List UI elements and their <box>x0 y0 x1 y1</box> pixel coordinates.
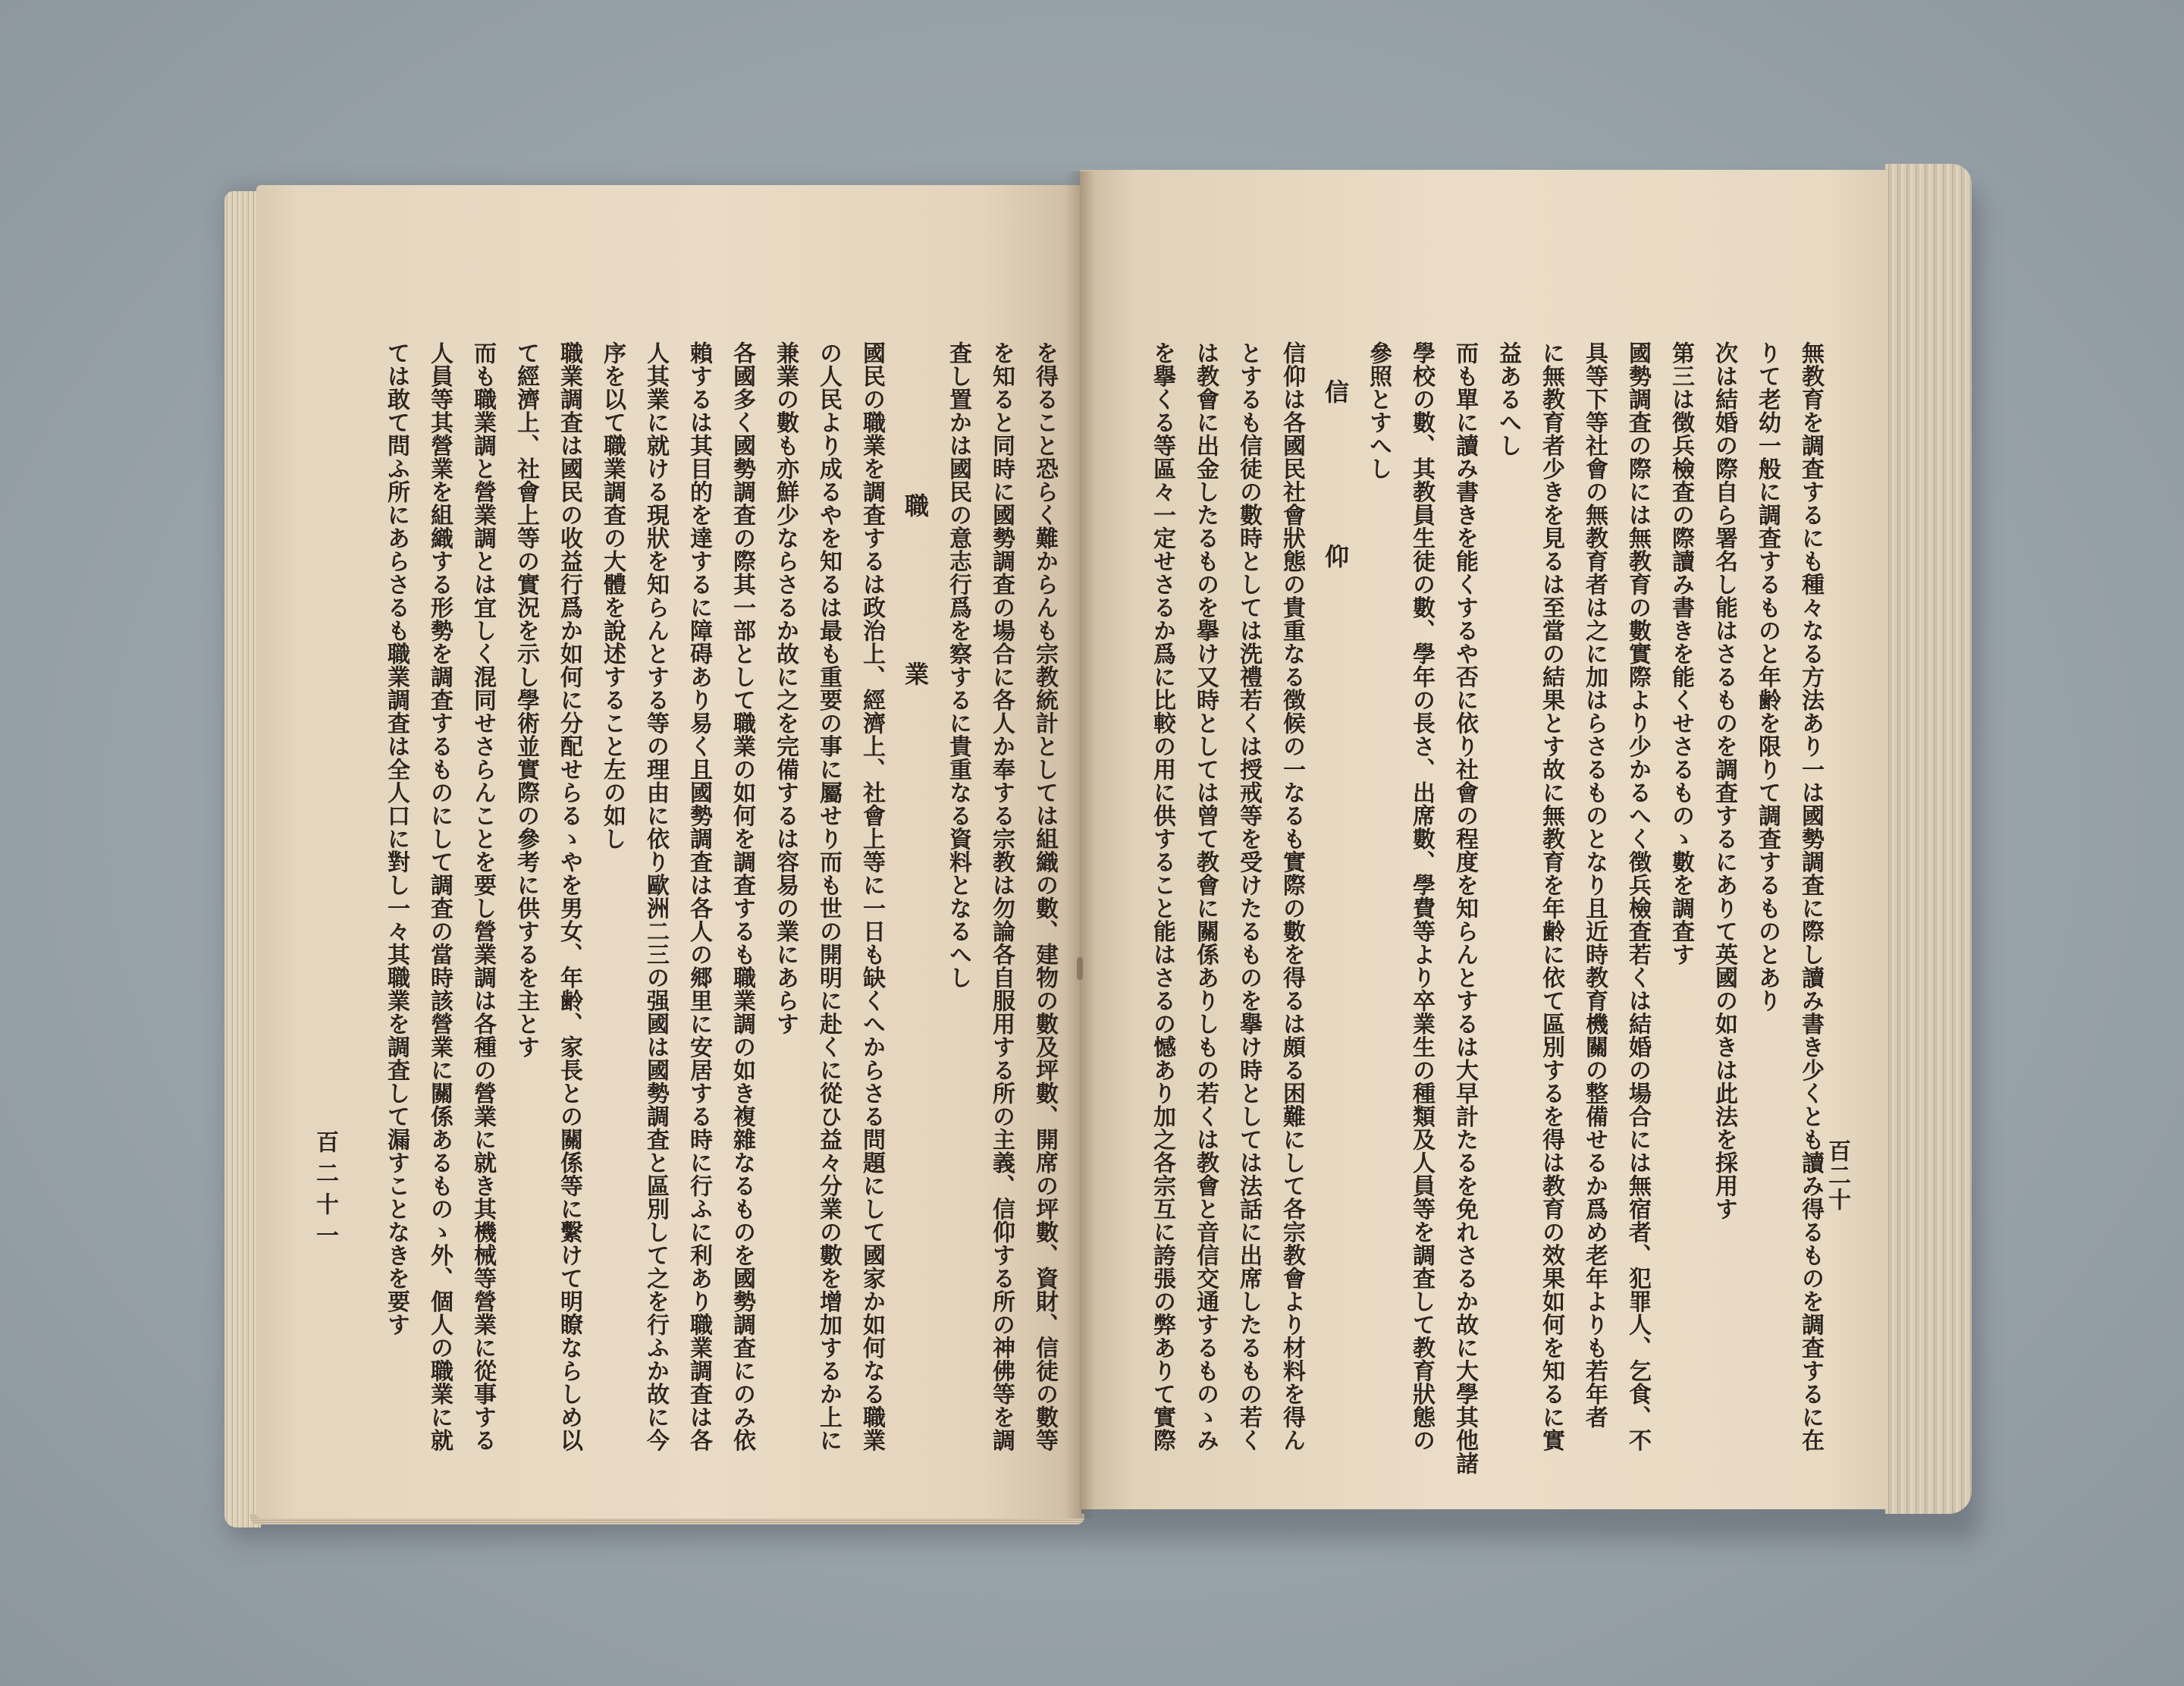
text-line: 學校の數、其教員生徒の數、學年の長さ、出席數、學費等より卒業生の種類及人員等を調査して教育狀態の <box>1408 341 1435 1452</box>
text-line: の人民より成るやを知るは最も重要の事に屬せり而も世の開明に赴くに從ひ益々分業の數を增加するか上に <box>815 341 842 1452</box>
binding-stitch <box>1077 957 1083 980</box>
text-line: 參照とすへし <box>1365 341 1392 480</box>
text-line: て經濟上、社會上等の實況を示し學術並實際の參考に供するを主とす <box>513 341 539 1059</box>
text-line: に無教育者少きを見るは至當の結果とす故に無教育を年齢に依て區別するを得は教育の效果如何を知るに實 <box>1538 341 1564 1452</box>
book-gutter <box>1065 171 1095 1518</box>
text-line: を擧くる等區々一定せさるか爲に比較の用に供すること能はさるの憾あり加之各宗互に誇張の弊ありて實際 <box>1149 341 1175 1452</box>
text-line: は教會に出金したるものを擧け又時としては曾て教會に關係ありしもの若くは教會と音信交通するものゝみ <box>1192 341 1219 1452</box>
text-line: 國勢調査の際には無教育の數實際より少かるへく徴兵檢査若くは結婚の場合には無宿者、犯罪人、乞食、不 <box>1624 341 1651 1452</box>
text-line: 而も職業調と營業調とは宜しく混同せさらんことを要し營業調は各種の營業に就き其機械等營業に從事する <box>469 341 496 1452</box>
text-line: 査し置かは國民の意志行爲を察するに貴重なる資料となるへし <box>945 341 971 989</box>
text-line: 益あるへし <box>1495 341 1521 457</box>
text-line: 第三は徴兵檢査の際讀み書きを能くせさるものゝ數を調査す <box>1668 341 1694 966</box>
left-page-edges <box>224 191 261 1527</box>
text-line: を得ること恐らく難からんも宗教統計としては組織の數、建物の數及坪數、開席の坪數、資財、信徒の數等 <box>1031 341 1058 1452</box>
text-line: とするも信徒の數時としては洗禮若くは授戒等を受けたるものを擧け時としては法話に出席したるもの若く <box>1235 341 1262 1452</box>
text-line: 次は結婚の際自ら署名し能はさるものを調査するにありて英國の如きは此法を採用す <box>1711 341 1737 1220</box>
text-line: ては敢て問ふ所にあらさるも職業調査は全人口に對し一々其職業を調査して漏すことなきを要す <box>383 341 410 1336</box>
text-line: 賴するは其目的を達するに障碍あり易く且國勢調査は各人の郷里に安居する時に行ふに利あり職業調査は各 <box>686 341 712 1452</box>
text-line: 具等下等社會の無教育者は之に加はらさるものとなり且近時教育機關の整備せるか爲め老年よりも若年者 <box>1581 341 1608 1429</box>
section-heading: 信仰 <box>1321 379 1350 708</box>
text-line: 無教育を調査するにも種々なる方法あり一は國勢調査に際し讀み書き少くとも讀み得るものを調査するに在 <box>1797 341 1824 1452</box>
page-number: 百二十 <box>1824 1139 1850 1212</box>
text-line: 職業調査は國民の收益行爲か如何に分配せらるゝやを男女、年齢、家長との關係等に繫けて明瞭ならしめ以 <box>556 341 582 1452</box>
text-line: 各國多く國勢調査の際其一部として職業の如何を調査するも職業調の如き複雜なるものを國勢調査にのみ依 <box>729 341 755 1452</box>
left-page-text <box>375 341 1066 1479</box>
right-page-edges <box>1885 164 1972 1514</box>
right-page-text <box>1141 341 1832 1479</box>
text-line: を知ると同時に國勢調査の場合に各人か奉する宗教は勿論各自服用する所の主義、信仰する所の神佛等を調 <box>988 341 1015 1452</box>
text-line: 序を以て職業調査の大體を說述すること左の如し <box>599 341 626 850</box>
text-line: 信仰は各國民社會狀態の貴重なる徴候の一なるも實際の數を得るは頗る困難にして各宗教會より材料を得ん <box>1279 341 1305 1452</box>
text-line: りて老幼一般に調査するものと年齢を限りて調査するものとあり <box>1754 341 1781 1013</box>
text-line: 而も單に讀み書きを能くするや否に依り社會の程度を知らんとするは大早計たるを免れさるか故に大學其他諸 <box>1451 341 1478 1475</box>
text-line: 國民の職業を調査するは政治上、經濟上、社會上等に一日も缺くへからさる問題にして國家か如何なる職業 <box>858 341 885 1452</box>
text-line: 人員等其營業を組織する形勢を調査するものにして調査の當時該營業に關係あるものゝ外、個人の職業に就 <box>426 341 453 1452</box>
text-line: 人其業に就ける現狀を知らんとする等の理由に依り歐洲二三の强國は國勢調査と區別して之を行ふか故に今 <box>642 341 669 1452</box>
page-number: 百二十一 <box>312 1130 338 1254</box>
section-heading: 職業 <box>901 493 930 830</box>
text-line: 兼業の數も亦鮮少ならさるか故に之を完備するは容易の業にあらす <box>772 341 799 1035</box>
